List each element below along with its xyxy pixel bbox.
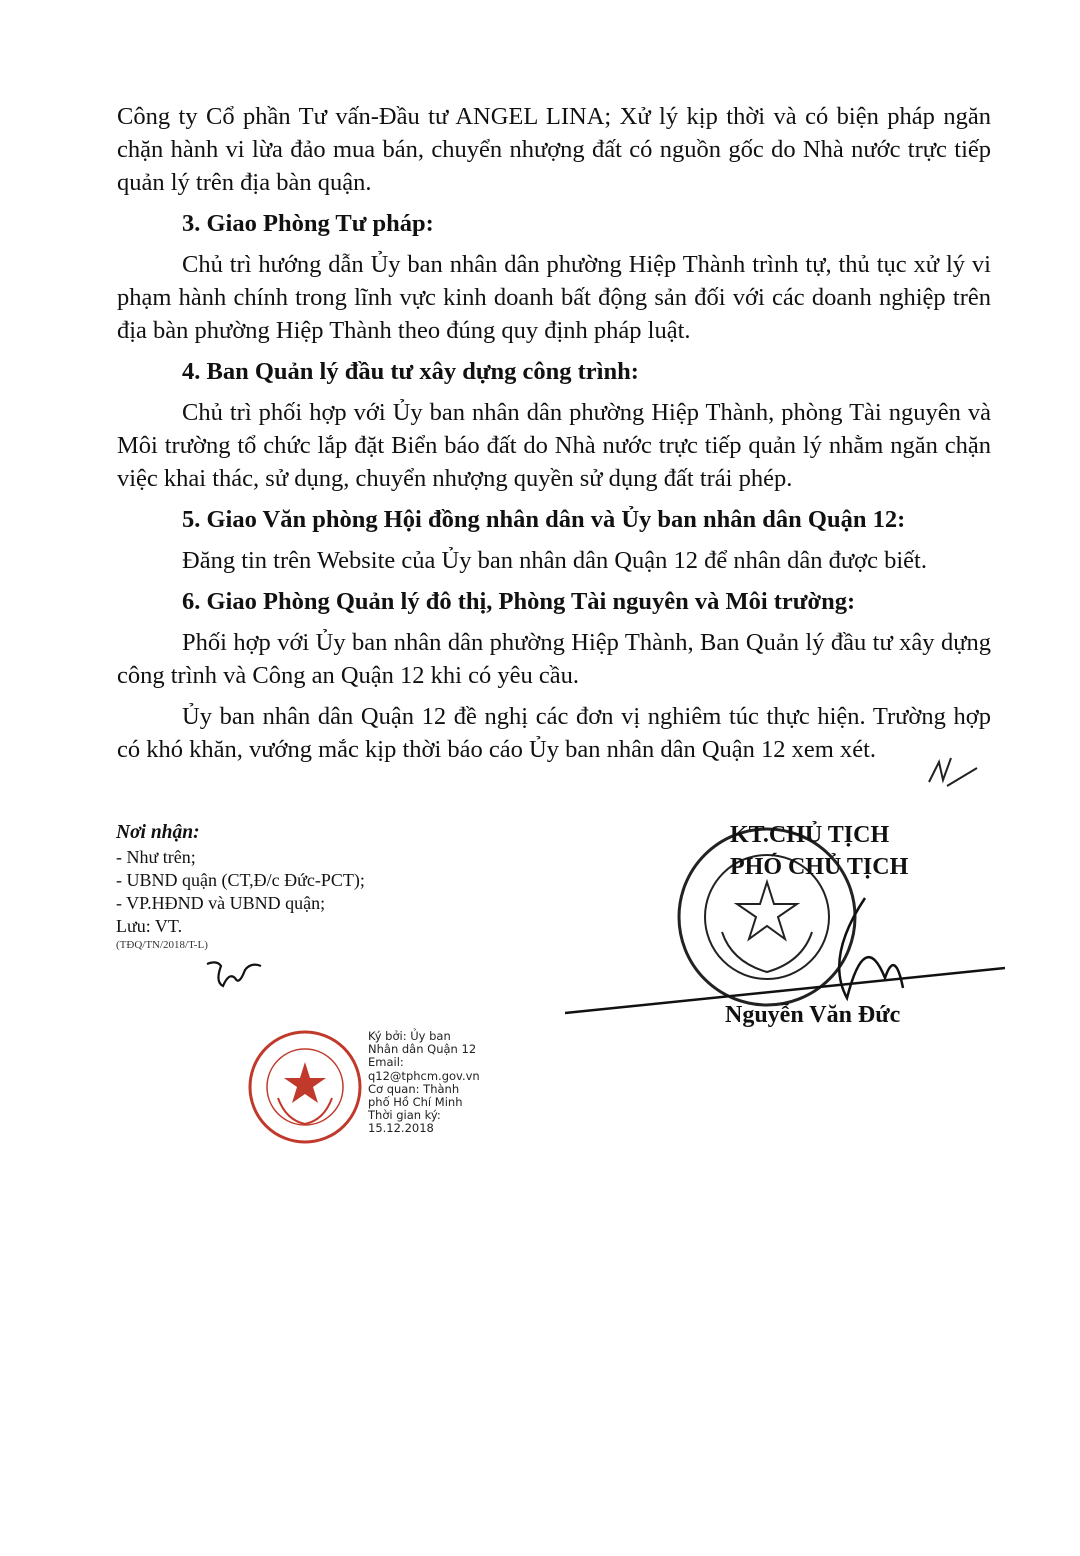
paragraph-continuation: Công ty Cổ phần Tư vấn-Đầu tư ANGEL LINA; Xử lý kịp thời và có biện pháp ngăn chặn hành vi lừa đảo mua bán, chuyển nhượng đất có nguồn gốc do Nhà nước trực tiếp quản lý trên địa bàn quận. bbox=[117, 103, 991, 196]
paragraph-closing: Ủy ban nhân dân Quận 12 đề nghị các đơn vị nghiêm túc thực hiện. Trường hợp có khó khăn, vướng mắc kịp thời báo cáo Ủy ban nhân dân Quận 12 xem xét. bbox=[117, 703, 991, 763]
signed-info-line: Ký bởi: Ủy ban bbox=[368, 1029, 451, 1043]
heading-section-3: 3. Giao Phòng Tư pháp: bbox=[182, 210, 434, 237]
digital-seal-icon bbox=[246, 1028, 364, 1146]
recipient-item: - UBND quận (CT,Đ/c Đức-PCT); bbox=[116, 870, 365, 890]
paragraph-section-4: Chủ trì phối hợp với Ủy ban nhân dân phường Hiệp Thành, phòng Tài nguyên và Môi trường tổ chức lắp đặt Biển báo đất do Nhà nước trực tiếp quản lý nhằm ngăn chặn việc khai thác, sử dụng, chuyển nhượng quyền sử dụng đất trái phép. bbox=[117, 399, 991, 492]
recipient-item: - Như trên; bbox=[116, 847, 196, 867]
paragraph-section-5: Đăng tin trên Website của Ủy ban nhân dân Quận 12 để nhân dân được biết. bbox=[182, 547, 927, 574]
document-body bbox=[117, 100, 991, 766]
signed-info-line: Cơ quan: Thành bbox=[368, 1081, 460, 1096]
signed-info-line: Thời gian ký: bbox=[368, 1108, 441, 1123]
digital-signature-info bbox=[368, 1030, 508, 1136]
signed-info-line: Email: bbox=[368, 1055, 404, 1070]
recipient-item: Lưu: VT. bbox=[116, 916, 183, 936]
heading-section-6: 6. Giao Phòng Quản lý đô thị, Phòng Tài nguyên và Môi trường: bbox=[182, 588, 856, 615]
signer-title-line1: KT.CHỦ TỊCH bbox=[730, 822, 890, 848]
paragraph-section-6: Phối hợp với Ủy ban nhân dân phường Hiệp Thành, Ban Quản lý đầu tư xây dựng công trình và Công an Quận 12 khi có yêu cầu. bbox=[117, 629, 991, 689]
recipients-block bbox=[116, 820, 496, 952]
heading-section-5: 5. Giao Văn phòng Hội đồng nhân dân và Ủy ban nhân dân Quận 12: bbox=[182, 506, 906, 533]
signed-info-line: Nhân dân Quận 12 bbox=[368, 1042, 477, 1057]
initials-icon bbox=[205, 958, 265, 990]
heading-section-4: 4. Ban Quản lý đầu tư xây dựng công trình: bbox=[182, 358, 639, 385]
signed-info-line: q12@tphcm.gov.vn bbox=[368, 1068, 480, 1083]
signed-info-line: phố Hồ Chí Minh bbox=[368, 1095, 463, 1110]
signed-info-line: 15.12.2018 bbox=[368, 1121, 434, 1136]
document-code: (TĐQ/TN/2018/T-L) bbox=[116, 939, 208, 951]
verification-mark-icon bbox=[925, 752, 980, 792]
recipients-title: Nơi nhận: bbox=[116, 822, 200, 843]
handwritten-signature-icon bbox=[565, 888, 1005, 1018]
signature-block bbox=[600, 818, 1000, 1033]
signer-title-line2: PHÓ CHỦ TỊCH bbox=[730, 854, 909, 880]
signer-name: Nguyễn Văn Đức bbox=[725, 1002, 901, 1028]
recipient-item: - VP.HĐND và UBND quận; bbox=[116, 893, 326, 913]
paragraph-section-3: Chủ trì hướng dẫn Ủy ban nhân dân phường Hiệp Thành trình tự, thủ tục xử lý vi phạm hành chính trong lĩnh vực kinh doanh bất động sản đối với các doanh nghiệp trên địa bàn phường Hiệp Thành theo đúng quy định pháp luật. bbox=[117, 251, 991, 344]
